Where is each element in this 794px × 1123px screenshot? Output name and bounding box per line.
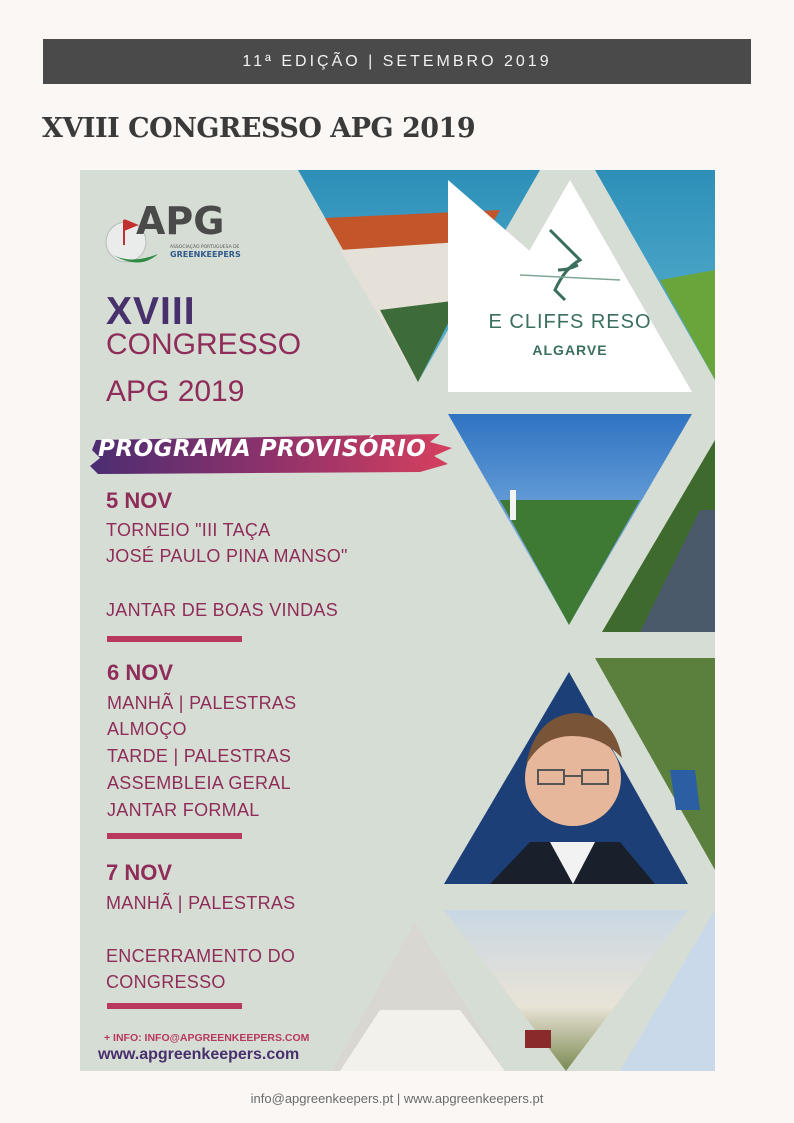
schedule-item: ENCERRAMENTO DO [106,946,296,966]
day-date: 6 NOV [107,660,174,685]
day-date: 7 NOV [106,860,173,885]
schedule-item: JANTAR FORMAL [107,800,260,820]
resort-region: ALGARVE [532,342,608,358]
event-poster [80,170,715,1071]
logo-letters: APG [136,199,225,243]
logo-name: GREENKEEPERS [170,250,241,259]
golfer-figure [510,490,516,520]
section-divider [107,636,242,642]
poster-title-apg: APG 2019 [106,375,245,408]
edition-text: 11ª EDIÇÃO | SETEMBRO 2019 [242,52,552,70]
poster-title-congress: CONGRESSO [106,328,302,361]
schedule-item: ALMOÇO [107,719,187,739]
footer-contact: info@apgreenkeepers.pt | www.apgreenkeepers.pt [250,1091,544,1106]
schedule-item: MANHÃ | PALESTRAS [107,693,297,713]
golf-bag [670,770,700,810]
apg-logo [104,190,244,270]
section-divider [107,1003,242,1009]
section-divider [107,833,242,839]
poster-website: www.apgreenkeepers.com [98,1046,300,1063]
edition-banner [43,39,751,84]
schedule-item: MANHÃ | PALESTRAS [106,893,296,913]
info-email: + INFO: INFO@APGREENKEEPERS.COM [104,1032,310,1044]
schedule-item: CONGRESSO [106,972,226,992]
schedule-item: TORNEIO "III TAÇA [106,520,271,540]
logo-subtitle: ASSOCIAÇÃO PORTUGUESA DE [170,245,240,250]
schedule-item: TARDE | PALESTRAS [107,746,292,766]
day-date: 5 NOV [106,488,173,513]
poster-title-roman: XVIII [106,290,196,333]
schedule-item: ASSEMBLEIA GERAL [107,773,291,793]
program-label: PROGRAMA PROVISÓRIO [98,436,427,462]
resort-name: E CLIFFS RESO [488,311,652,333]
schedule-item: JANTAR DE BOAS VINDAS [106,600,339,620]
schedule-item: JOSÉ PAULO PINA MANSO" [106,546,348,566]
page-title: XVIII CONGRESSO APG 2019 [42,113,476,144]
golf-cart [525,1030,551,1048]
